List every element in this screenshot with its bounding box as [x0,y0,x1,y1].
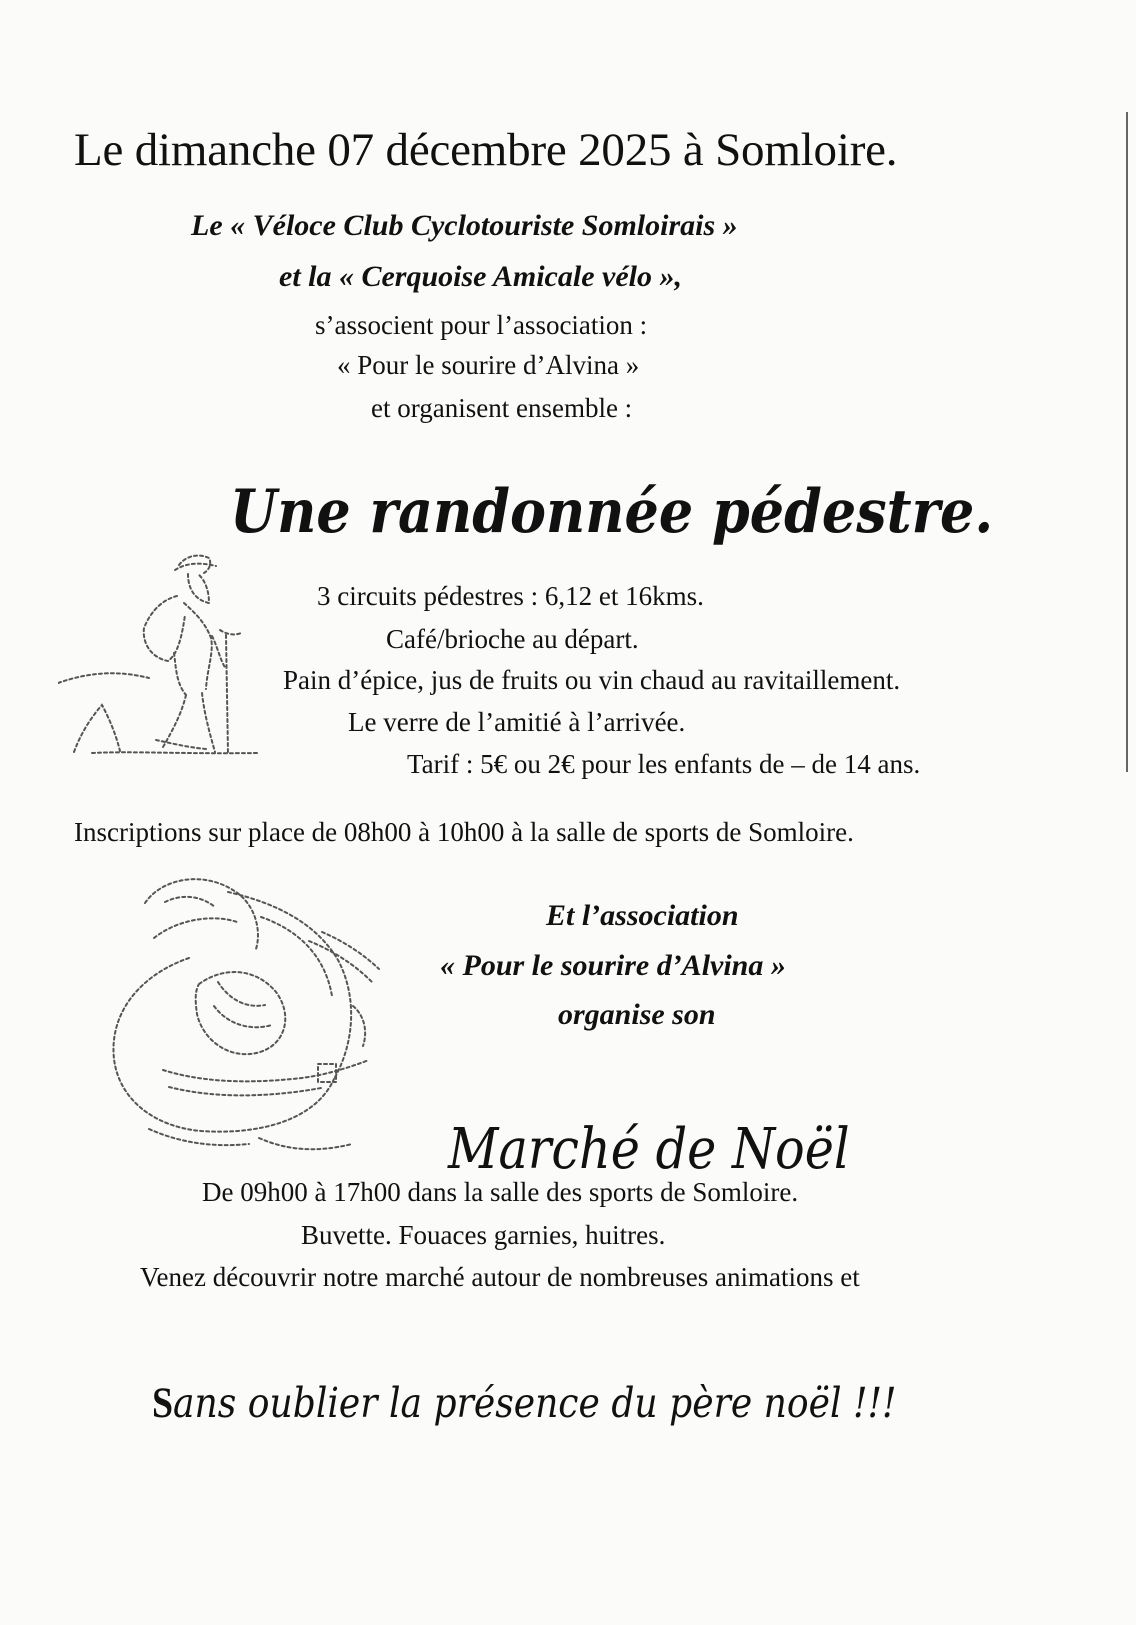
santa-drawing [86,874,406,1159]
hike-detail-breakfast: Café/brioche au départ. [386,624,639,654]
event-date-title: Le dimanche 07 décembre 2025 à Somloire. [74,124,898,176]
closing-initial: S [152,1380,174,1427]
market-food: Buvette. Fouaces garnies, huitres. [301,1220,666,1250]
association-intro: s’associent pour l’association : [315,310,648,340]
scan-edge [1126,112,1128,772]
organizer-line-2: et la « Cerquoise Amicale vélo », [279,260,682,293]
closing-message [152,1379,897,1427]
hiker-drawing [58,540,263,765]
registration-info: Inscriptions sur place de 08h00 à 10h00 à la salle de sports de Somloire. [74,817,854,847]
market-animations: Venez découvrir notre marché autour de nombreuses animations et [140,1262,860,1292]
hike-detail-pricing: Tarif : 5€ ou 2€ pour les enfants de – de 14 ans. [407,749,921,779]
hike-title: Une randonnée pédestre. [230,477,994,547]
organize-together: et organisent ensemble : [371,393,633,423]
hike-detail-circuits: 3 circuits pédestres : 6,12 et 16kms. [317,581,704,611]
closing-text: ans oublier la présence du père noël !!! [173,1379,897,1427]
hike-detail-refreshments: Pain d’épice, jus de fruits ou vin chaud au ravitaillement. [283,665,901,695]
organizer-line-1: Le « Véloce Club Cyclotouriste Somloirais » [191,209,738,242]
christmas-market-title: Marché de Noël [448,1117,850,1182]
association-name: « Pour le sourire d’Alvina » [337,350,640,380]
market-intro-line-2: « Pour le sourire d’Alvina » [440,949,786,982]
market-hours: De 09h00 à 17h00 dans la salle des sports de Somloire. [202,1177,799,1207]
market-intro-line-1: Et l’association [546,899,739,932]
market-intro-line-3: organise son [558,998,716,1031]
hike-detail-friendship-drink: Le verre de l’amitié à l’arrivée. [348,707,686,737]
